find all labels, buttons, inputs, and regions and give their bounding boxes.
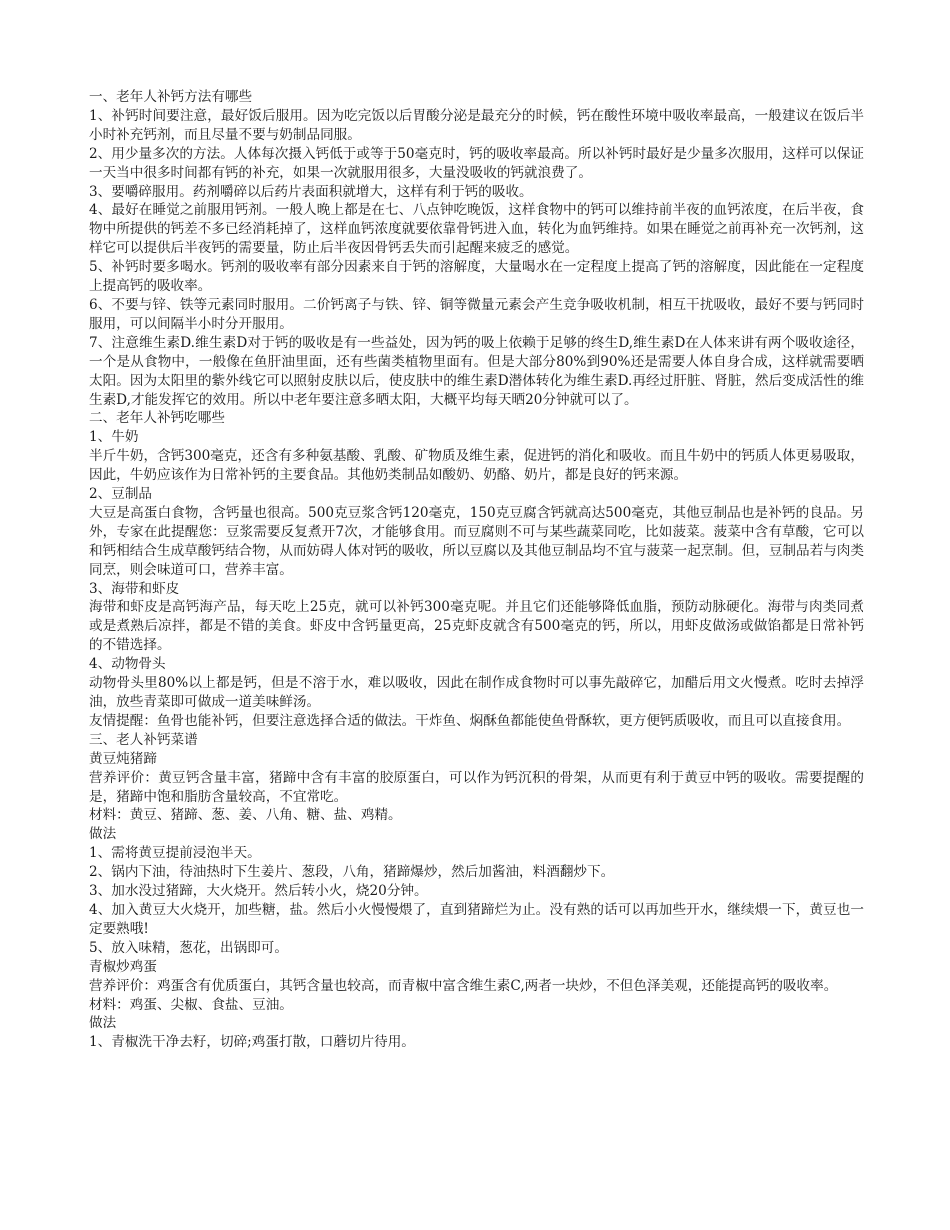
- paragraph: 3、加水没过猪蹄，大火烧开。然后转小火，烧20分钟。: [89, 883, 428, 900]
- paragraph: 1、需将黄豆提前浸泡半天。: [89, 845, 261, 862]
- paragraph: 营养评价：黄豆钙含量丰富，猪蹄中含有丰富的胶原蛋白，可以作为钙沉积的骨架，从而更有利于黄豆中钙的吸收。需要提醒的是，猪蹄中饱和脂肪含量较高，不宜常吃。: [89, 769, 864, 805]
- paragraph: 1、青椒洗干净去籽，切碎;鸡蛋打散，口蘑切片待用。: [89, 1034, 415, 1051]
- paragraph: 5、补钙时要多喝水。钙剂的吸收率有部分因素来自于钙的溶解度，大量喝水在一定程度上提高了钙的溶解度，因此能在一定程度上提高钙的吸收率。: [89, 259, 864, 295]
- paragraph: 2、锅内下油，待油热时下生姜片、葱段，八角，猪蹄爆炒，然后加酱油，料酒翻炒下。: [89, 864, 615, 881]
- paragraph: 材料：鸡蛋、尖椒、食盐、豆油。: [89, 996, 293, 1013]
- paragraph: 6、不要与锌、铁等元素同时服用。二价钙离子与铁、锌、铜等微量元素会产生竞争吸收机制，相互干扰吸收，最好不要与钙同时服用，可以间隔半小时分开服用。: [89, 296, 864, 332]
- paragraph: 3、要嚼碎服用。药剂嚼碎以后药片表面积就增大，这样有利于钙的吸收。: [89, 183, 533, 200]
- paragraph: 大豆是高蛋白食物，含钙量也很高。500克豆浆含钙120毫克，150克豆腐含钙就高达500毫克，其他豆制品也是补钙的良品。另外，专家在此提醒您：豆浆需要反复煮开7次，才能够食用。而豆腐则不可与某些蔬菜同吃，比如菠菜。菠菜中含有草酸，它可以和钙相结合生成草酸钙结合物，从而妨碍人体对钙的吸收，所以豆腐以及其他豆制品均不宜与菠菜一起烹制。但，豆制品若与肉类同烹，则会味道可口，营养丰富。: [89, 504, 864, 578]
- paragraph: 材料：黄豆、猪蹄、葱、姜、八角、糖、盐、鸡精。: [89, 807, 402, 824]
- subheading: 4、动物骨头: [89, 656, 166, 673]
- paragraph: 友情提醒：鱼骨也能补钙，但要注意选择合适的做法。干炸鱼、焖酥鱼都能使鱼骨酥软，更方便钙质吸收，而且可以直接食用。: [89, 712, 851, 729]
- paragraph: 动物骨头里80%以上都是钙，但是不溶于水，难以吸收，因此在制作成食物时可以事先敲碎它，加醋后用文火慢煮。吃时去掉浮油，放些青菜即可做成一道美味鲜汤。: [89, 675, 864, 710]
- subheading: 3、海带和虾皮: [89, 580, 180, 597]
- paragraph: 半斤牛奶，含钙300毫克，还含有多种氨基酸、乳酸、矿物质及维生素，促进钙的消化和吸收。而且牛奶中的钙质人体更易吸取，因此，牛奶应该作为日常补钙的主要食品。其他奶类制品如酸奶、奶酪、奶片，都是良好的钙来源。: [89, 448, 864, 484]
- subheading: 1、牛奶: [89, 429, 139, 446]
- paragraph: 海带和虾皮是高钙海产品，每天吃上25克，就可以补钙300毫克呢。并且它们还能够降低血脂，预防动脉硬化。海带与肉类同煮或是煮熟后凉拌，都是不错的美食。虾皮中含钙量更高，25克虾皮就含有500毫克的钙，所以，用虾皮做汤或做馅都是日常补钙的不错选择。: [89, 599, 864, 654]
- subheading: 2、豆制品: [89, 486, 153, 503]
- paragraph: 5、放入味精，葱花，出锅即可。: [89, 939, 288, 956]
- paragraph: 7、注意维生素D.维生素D对于钙的吸收是有一些益处，因为钙的吸上依赖于足够的终生D,维生素D在人体来讲有两个吸收途径，一个是从食物中，一般像在鱼肝油里面，还有些菌类植物里面有。但是大部分80%到90%还是需要人体自身合成，这样就需要晒太阳。因为太阳里的紫外线它可以照射皮肤以后，使皮肤中的维生素D潜体转化为维生素D.再经过肝脏、肾脏，然后变成活性的维生素D,才能发挥它的效用。所以中老年要注意多晒太阳，大概平均每天晒20分钟就可以了。: [89, 334, 864, 408]
- subheading: 做法: [89, 826, 117, 843]
- section-heading-1: 一、老年人补钙方法有哪些: [89, 89, 253, 105]
- paragraph: 营养评价：鸡蛋含有优质蛋白，其钙含量也较高，而青椒中富含维生素C,两者一块炒，不但色泽美观，还能提高钙的吸收率。: [89, 977, 838, 994]
- section-heading-3: 三、老人补钙菜谱: [89, 731, 198, 748]
- paragraph: 2、用少量多次的方法。人体每次摄入钙低于或等于50毫克时，钙的吸收率最高。所以补钙时最好是少量多次服用，这样可以保证一天当中很多时间都有钙的补充，如果一次就服用很多，大量没吸收的钙就浪费了。: [89, 145, 864, 181]
- paragraph: 1、补钙时间要注意，最好饭后服用。因为吃完饭以后胃酸分泌是最充分的时候，钙在酸性环境中吸收率最高，一般建议在饭后半小时补充钙剂，而且尽量不要与奶制品同服。: [89, 107, 864, 143]
- section-heading-2: 二、老年人补钙吃哪些: [89, 410, 225, 427]
- paragraph: 4、最好在睡觉之前服用钙剂。一般人晚上都是在七、八点钟吃晚饭，这样食物中的钙可以维持前半夜的血钙浓度，在后半夜，食物中所提供的钙差不多已经消耗掉了，这样血钙浓度就要依靠骨钙进入血，转化为血钙维持。如果在睡觉之前再补充一次钙剂，这样它可以提供后半夜钙的需要量，防止后半夜因骨钙丢失而引起醒来疲乏的感觉。: [89, 202, 864, 257]
- recipe-title: 黄豆炖猪蹄: [89, 750, 157, 767]
- subheading: 做法: [89, 1015, 117, 1032]
- document-body: [89, 88, 864, 1052]
- recipe-title: 青椒炒鸡蛋: [89, 958, 157, 975]
- paragraph: 4、加入黄豆大火烧开，加些糖，盐。然后小火慢慢煨了，直到猪蹄烂为止。没有熟的话可以再加些开水，继续煨一下，黄豆也一定要熟哦!: [89, 901, 864, 937]
